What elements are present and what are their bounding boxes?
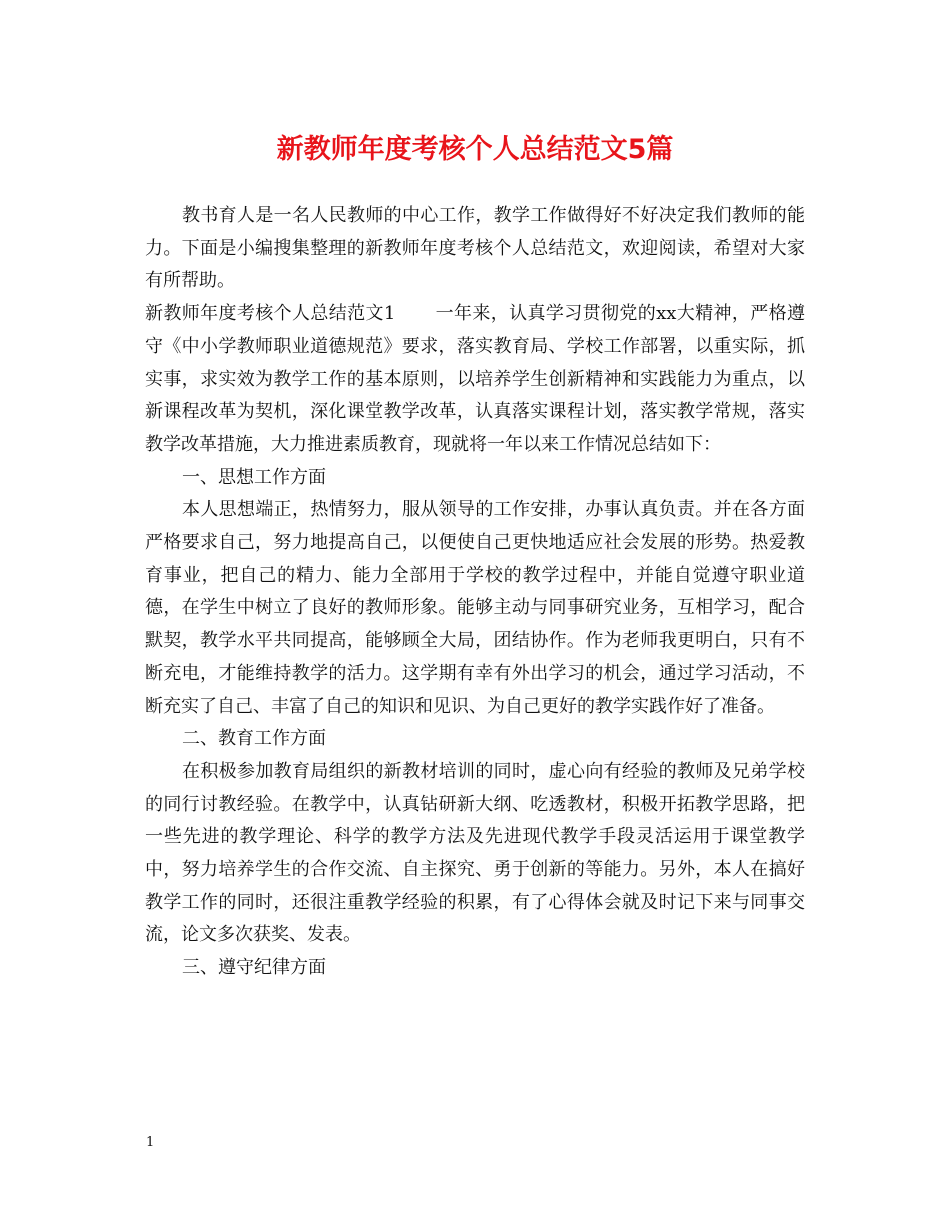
section2-body: 在积极参加教育局组织的新教材培训的同时，虚心向有经验的教师及兄弟学校的同行讨教经验。在教学中，认真钻研新大纲、吃透教材，积极开拓教学思路，把一些先进的教学理论、科学的教学方法及先进现代教学手段灵活运用于课堂教学中，努力培养学生的合作交流、自主探究、勇于创新的等能力。另外，本人在搞好教学工作的同时，还很注重教学经验的积累，有了心得体会就及时记下来与同事交流，论文多次获奖、发表。 <box>145 760 805 946</box>
essay1-heading: 新教师年度考核个人总结范文1 <box>145 303 396 325</box>
section3-heading: 三、遵守纪律方面 <box>182 957 326 979</box>
intro-paragraph: 教书育人是一名人民教师的中心工作，教学工作做得好不好决定我们教师的能力。下面是小编搜集整理的新教师年度考核个人总结范文，欢迎阅读，希望对大家有所帮助。 <box>145 205 805 292</box>
essay1-opening: 一年来，认真学习贯彻党的xx大精神，严格遵守《中小学教师职业道德规范》要求，落实教育局、学校工作部署，以重实际，抓实事，求实效为教学工作的基本原则，以培养学生创新精神和实践能力为重点，以新课程改革为契机，深化课堂教学改革，认真落实课程计划，落实教学常规，落实教学改革措施，大力推进素质教育，现就将一年以来工作情况总结如下： <box>145 303 805 455</box>
section1-body: 本人思想端正，热情努力，服从领导的工作安排，办事认真负责。并在各方面严格要求自己，努力地提高自己，以便使自己更快地适应社会发展的形势。热爱教育事业，把自己的精力、能力全部用于学校的教学过程中，并能自觉遵守职业道德，在学生中树立了良好的教师形象。能够主动与同事研究业务，互相学习，配合默契，教学水平共同提高，能够顾全大局，团结协作。作为老师我更明白，只有不断充电，才能维持教学的活力。这学期有幸有外出学习的机会，通过学习活动，不断充实了自己、丰富了自己的知识和见识、为自己更好的教学实践作好了准备。 <box>145 499 805 717</box>
essay1-paragraph <box>145 298 805 462</box>
page-number: 1 <box>146 1135 155 1150</box>
section1-heading: 一、思想工作方面 <box>182 466 326 488</box>
section2-heading: 二、教育工作方面 <box>182 728 326 750</box>
document-title: 新教师年度考核个人总结范文5篇 <box>276 134 674 165</box>
document-body <box>145 200 805 985</box>
